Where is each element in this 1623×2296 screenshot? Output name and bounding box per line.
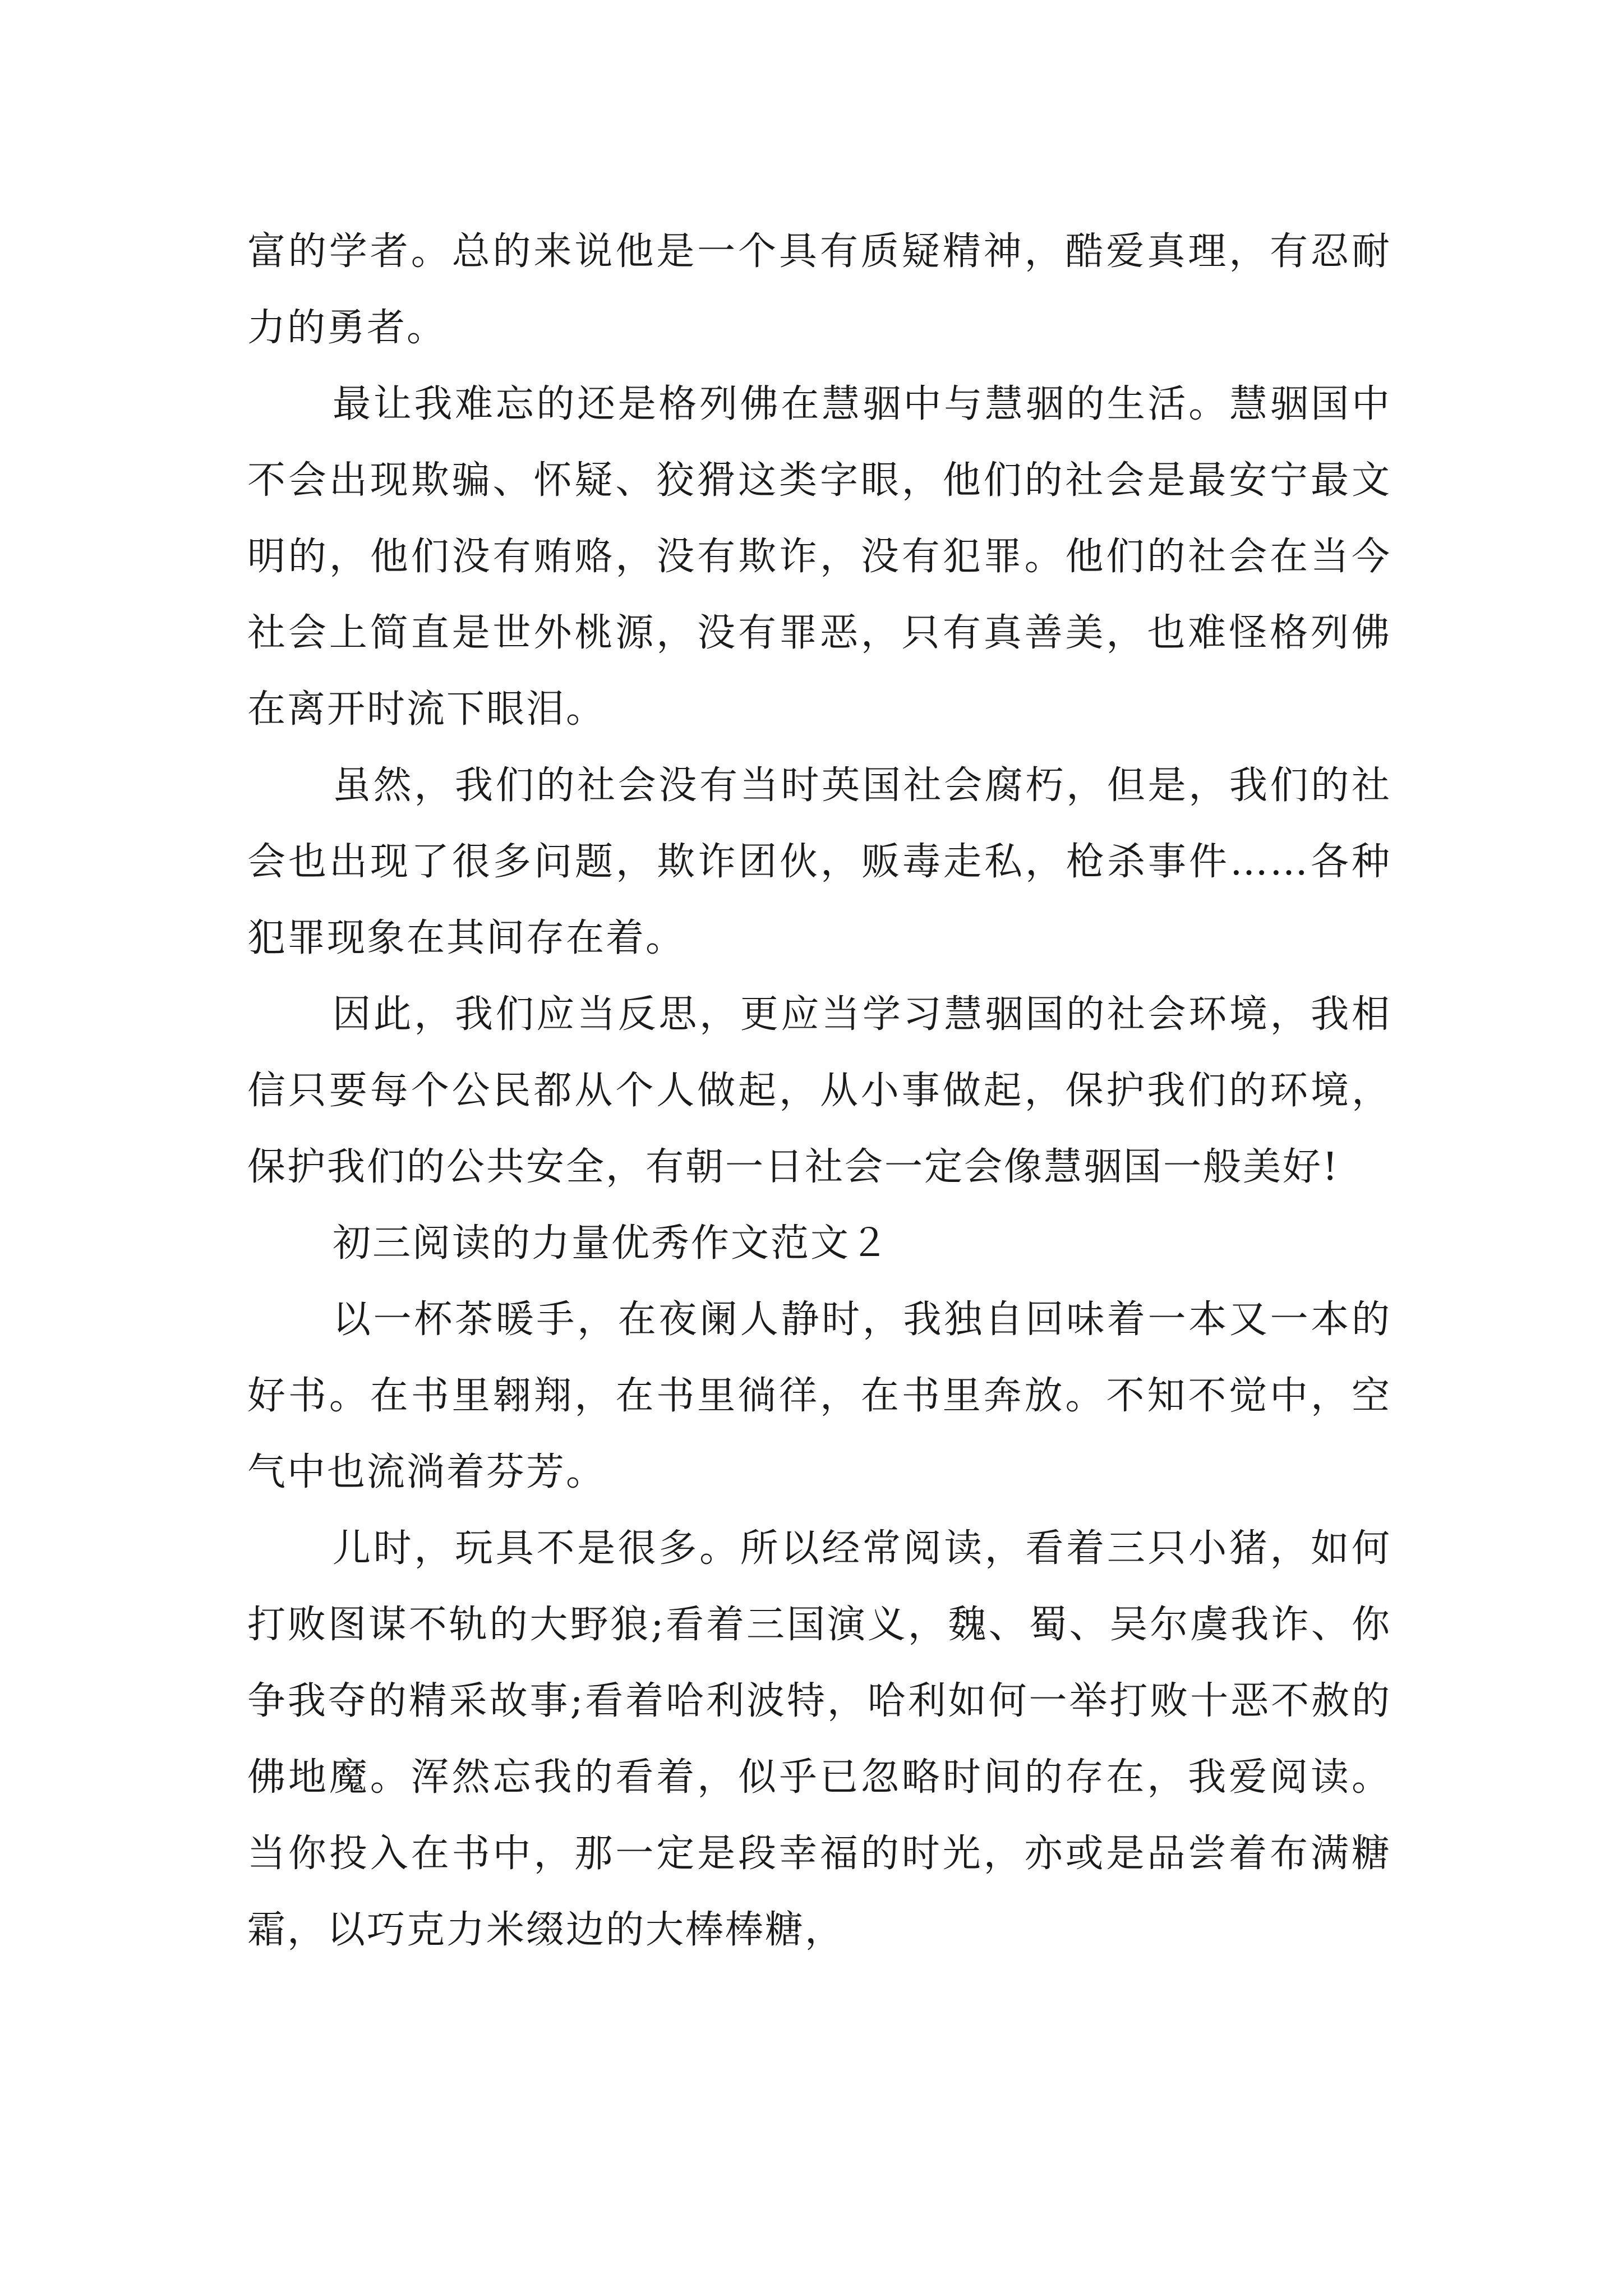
essay-body bbox=[247, 214, 1391, 1968]
paragraph-huiyin-life: 最让我难忘的还是格列佛在慧骃中与慧骃的生活。慧骃国中不会出现欺骗、怀疑、狡猾这类字眼，他们的社会是最安宁最文明的，他们没有贿赂，没有欺诈，没有犯罪。他们的社会在当今社会上简直是世外桃源，没有罪恶，只有真善美，也难怪格列佛在离开时流下眼泪。 bbox=[247, 382, 1391, 731]
paragraph-reflection: 因此，我们应当反思，更应当学习慧骃国的社会环境，我相信只要每个公民都从个人做起，从小事做起，保护我们的环境，保护我们的公共安全，有朝一日社会一定会像慧骃国一般美好! bbox=[247, 992, 1391, 1189]
paragraph-society-problems: 虽然，我们的社会没有当时英国社会腐朽，但是，我们的社会也出现了很多问题，欺诈团伙，贩毒走私，枪杀事件……各种犯罪现象在其间存在着。 bbox=[247, 763, 1391, 960]
paragraph-continuation: 富的学者。总的来说他是一个具有质疑精神，酷爱真理，有忍耐力的勇者。 bbox=[247, 229, 1391, 350]
paragraph-childhood: 儿时，玩具不是很多。所以经常阅读，看着三只小猪，如何打败图谋不轨的大野狼;看着三国演义，魏、蜀、吴尔虞我诈、你争我夺的精采故事;看着哈利波特，哈利如何一举打败十恶不赦的佛地魔。浑然忘我的看着，似乎已忽略时间的存在，我爱阅读。当你投入在书中，那一定是段幸福的时光，亦或是品尝着布满糖霜，以巧克力米缀边的大棒棒糖， bbox=[247, 1526, 1391, 1952]
essay-title-2: 初三阅读的力量优秀作文范文２ bbox=[333, 1221, 891, 1266]
paragraph-tea-reading: 以一杯茶暖手，在夜阑人静时，我独自回味着一本又一本的好书。在书里翱翔，在书里徜徉，在书里奔放。不知不觉中，空气中也流淌着芬芳。 bbox=[247, 1297, 1391, 1494]
